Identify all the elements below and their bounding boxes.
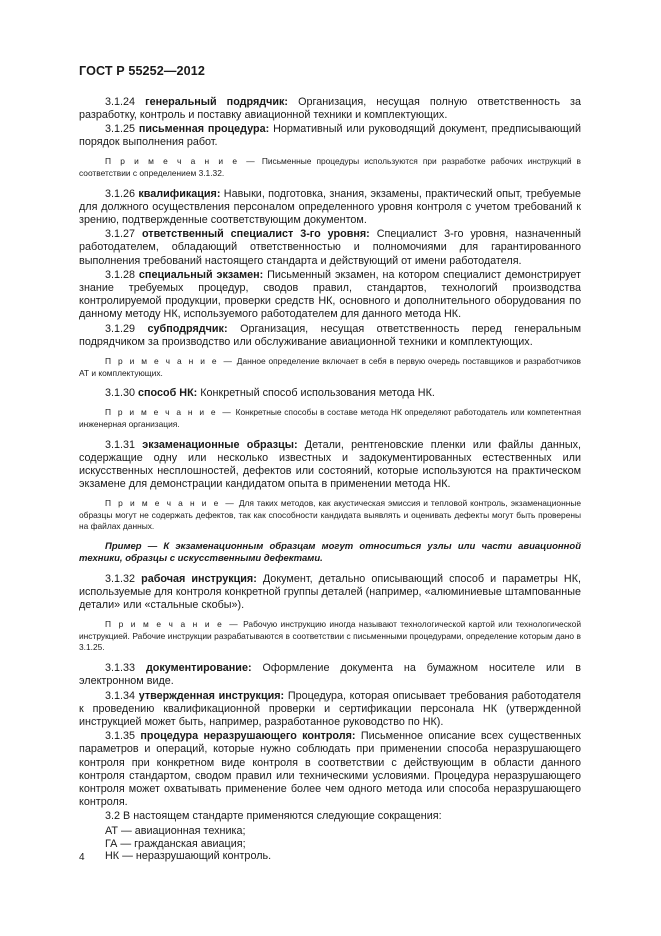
note-3-1-31: П р и м е ч а н и е — Для таких методов, как акустическая эмиссия и тепловой контроль, экзаменационные образцы могут не содержать дефектов, так как способности кандидата выявлять и оценивать дефекты могут быть проверены на файлах данных. bbox=[79, 498, 581, 532]
note-3-1-29: П р и м е ч а н и е — Данное определение включает в себя в первую очередь поставщиков и разработчиков АТ и комплектующих. bbox=[79, 356, 581, 378]
definition-3-1-28: 3.1.28 специальный экзамен: Письменный экзамен, на котором специалист демонстрирует знание требуемых процедур, сводов правил, стандартов, технологий производства контролируемой продукции, проверки средств НК, основного и дополнительного оборудования по данному методу НК, используемого работодателем для данного метода НК. bbox=[79, 269, 582, 321]
term: квалификация: bbox=[138, 187, 221, 200]
definition-3-1-32: 3.1.32 рабочая инструкция: Документ, детально описывающий способ и параметры НК, используемые для контроля конкретной группы деталей (например, «алюминиевые штампованные детали» или «стальные скобы»). bbox=[79, 572, 582, 611]
term: ответственный специалист 3-го уровня: bbox=[141, 228, 370, 241]
term: субподрядчик: bbox=[147, 323, 228, 335]
definition-3-1-33: 3.1.33 документирование: Оформление документа на бумажном носителе или в электронном виде. bbox=[79, 661, 582, 687]
definition-3-1-24: 3.1.24 генеральный подрядчик: Организация, несущая полную ответственность за разработку, контроль и поставку авиационной техники и комплектующих. bbox=[79, 95, 582, 121]
definition-3-1-26: 3.1.26 квалификация: Навыки, подготовка, знания, экзамены, практический опыт, требуемые для должного осуществления персоналом определенного уровня контроля с учетом требований к зрению, подтвержденные соответствующим документом. bbox=[79, 187, 582, 226]
document-body bbox=[79, 96, 581, 863]
definition-3-1-25: 3.1.25 письменная процедура: Нормативный или руководящий документ, предписывающий порядок выполнения работ. bbox=[79, 123, 581, 149]
term: процедура неразрушающего контроля: bbox=[140, 730, 356, 743]
abbreviation-nk: НК — неразрушающий контроль. bbox=[105, 850, 272, 863]
definition-3-1-29: 3.1.29 субподрядчик: Организация, несущая ответственность перед генеральным подрядчиком за производство или обслуживание авиационной техники и комплектующих. bbox=[79, 323, 582, 349]
page-number: 4 bbox=[79, 852, 85, 863]
term: способ НК: bbox=[138, 387, 198, 400]
definition-3-1-34: 3.1.34 утвержденная инструкция: Процедура, которая описывает требования работодателя к проведению квалификационной проверки и сертификации персонала НК (утвержденной инструкцией может быть, например, разработанное руководство по НК). bbox=[79, 689, 581, 728]
definition-3-1-31: 3.1.31 экзаменационные образцы: Детали, рентгеновские пленки или файлы данных, содержащие одну или несколько известных и задокументированных естественных или искусственных несплошностей, дефектов или состояний, которые используются на практическом экзамене для демонстрации кандидатом опыта в применении метода НК. bbox=[79, 438, 582, 490]
term: генеральный подрядчик: bbox=[145, 95, 289, 108]
note-3-1-25: П р и м е ч а н и е — Письменные процедуры используются при разработке рабочих инструкций в соответствии с определением 3.1.32. bbox=[79, 156, 581, 178]
definition-3-1-35: 3.1.35 процедура неразрушающего контроля: Письменное описание всех существенных параметров и операций, которые нужно соблюдать при применении способа неразрушающего контроля при конкретном виде контроля в соответствии с действующим в области данного контроля стандартом, сводом правил или техническими условиями. Процедура неразрушающего контроля может охватывать применение более чем одного метода или способа неразрушающего контроля. bbox=[79, 730, 582, 808]
note-3-1-30: П р и м е ч а н и е — Конкретные способы в составе метода НК определяют работодатель или компетентная инженерная организация. bbox=[79, 407, 581, 430]
section-3-2-intro: 3.2 В настоящем стандарте применяются следующие сокращения: bbox=[105, 810, 442, 823]
document-header: ГОСТ Р 55252—2012 bbox=[79, 64, 205, 78]
definition-3-1-27: 3.1.27 ответственный специалист 3-го уровня: Специалист 3-го уровня, назначенный работодателем, обладающий ответственностью и полномочиями для гарантированного выполнения требований настоящего стандарта и действующий от имени работодателя. bbox=[79, 228, 581, 267]
abbreviation-ga: ГА — гражданская авиация; bbox=[105, 837, 246, 850]
term: рабочая инструкция: bbox=[141, 572, 257, 585]
note-3-1-32: П р и м е ч а н и е — Рабочую инструкцию иногда называют технологической картой или технологической инструкцией. Рабочие инструкции разрабатываются в соответствии с письменными процедурами, определение которым дано в 3.1.25. bbox=[79, 619, 581, 653]
term: письменная процедура: bbox=[138, 123, 270, 136]
term: документирование: bbox=[145, 661, 252, 674]
definition-3-1-30: 3.1.30 способ НК: Конкретный способ использования метода НК. bbox=[105, 387, 435, 400]
term: утвержденная инструкция: bbox=[138, 689, 285, 702]
term: специальный экзамен: bbox=[138, 269, 264, 282]
example-3-1-31: Пример — К экзаменационным образцам могут относиться узлы или части авиационной техники, образцы с искусственными дефектами. bbox=[79, 540, 581, 565]
term: экзаменационные образцы: bbox=[142, 438, 298, 451]
abbreviation-at: АТ — авиационная техника; bbox=[105, 825, 246, 837]
